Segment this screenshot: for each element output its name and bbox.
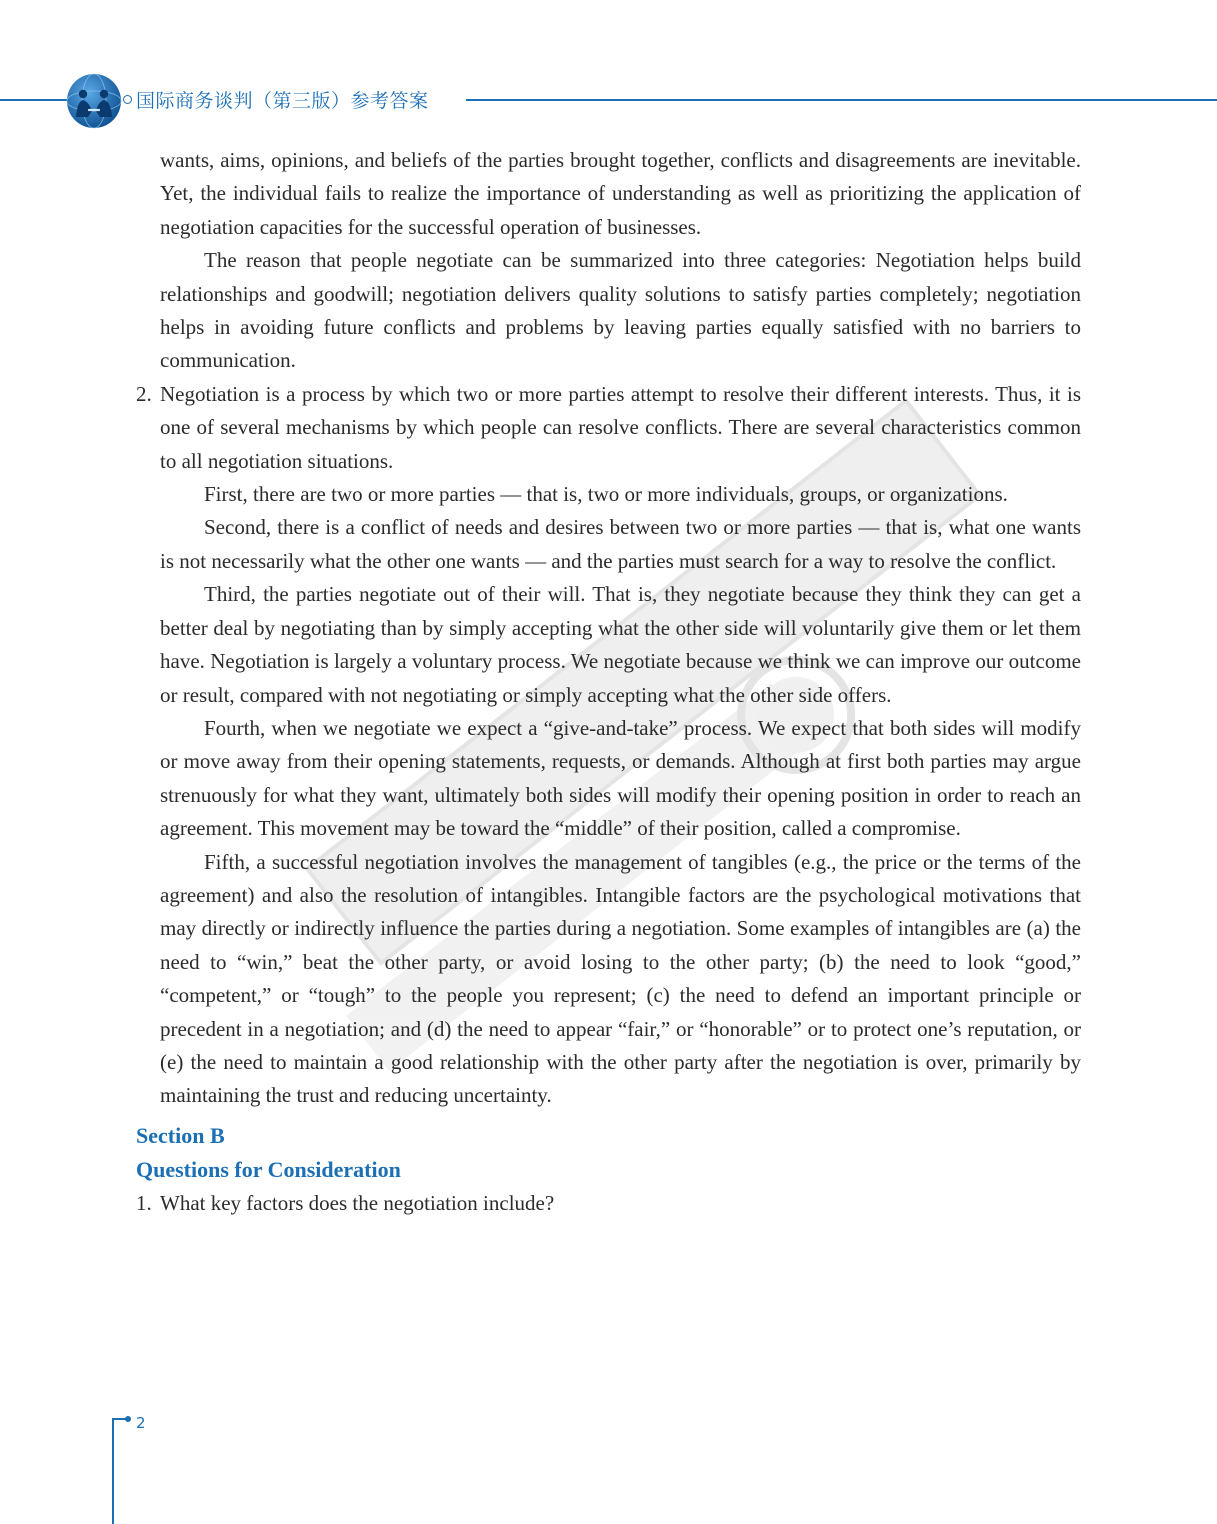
list-number: 2. — [136, 381, 152, 406]
footer-rule-horizontal — [112, 1418, 126, 1420]
paragraph-reasons: The reason that people negotiate can be summarized into three categories: Negotiation helps build relationships and goodwill; negotiation delivers quality solutions to satisfy parties completely; negotiation helps in avoiding future conflicts and problems by leaving parties equally satisfied with no barriers to communication. — [160, 248, 1081, 373]
header-rule-right — [466, 99, 1217, 101]
footer-rule-vertical — [112, 1418, 114, 1524]
paragraph-first: First, there are two or more parties — that is, two or more individuals, groups, or organizations. — [204, 482, 1008, 507]
paragraph-third: Third, the parties negotiate out of their will. That is, they negotiate because they think they can get a better deal by negotiating than by simply accepting what the other side will voluntarily give them or let them have. Negotiation is largely a voluntary process. We negotiate because we think we can improve our outcome or result, compared with not negotiating or simply accepting what the other side offers. — [160, 582, 1081, 707]
paragraph-negotiation-definition: Negotiation is a process by which two or more parties attempt to resolve their different interests. Thus, it is one of several mechanisms by which people can resolve conflicts. There are several characteristics common to all negotiation situations. — [160, 381, 1081, 473]
question-text: What key factors does the negotiation include? — [160, 1190, 555, 1215]
section-heading: Section B — [136, 1122, 225, 1148]
paragraph-fourth: Fourth, when we negotiate we expect a “give-and-take” process. We expect that both sides will modify or move away from their opening statements, requests, or demands. Although at first both parties may argue strenuously for what they want, ultimately both sides will modify their opening position in order to reach an agreement. This movement may be toward the “middle” of their position, called a compromise. — [160, 715, 1081, 841]
answer-list-item-2 — [136, 378, 1081, 478]
paragraph-continued: wants, aims, opinions, and beliefs of the parties brought together, conflicts and disagreements are inevitable. Yet, the individual fails to realize the importance of understanding as well as prioritizing the application of negotiation capacities for the successful operation of businesses. — [160, 148, 1081, 239]
page-number: 2 — [136, 1414, 146, 1432]
question-number: 1. — [136, 1190, 152, 1215]
paragraph-second: Second, there is a conflict of needs and desires between two or more parties — that is, what one wants is not necessarily what the other one wants — and the parties must search for a way to resolve the conflict. — [160, 515, 1081, 573]
footer-bullet-icon — [125, 1416, 131, 1422]
question-list-item-1 — [136, 1187, 1081, 1220]
paragraph-fifth: Fifth, a successful negotiation involves the management of tangibles (e.g., the price or the terms of the agreement) and also the resolution of intangibles. Intangible factors are the psychological motivations that may directly or indirectly influence the parties during a negotiation. Some examples of intangibles are (a) the need to “win,” beat the other party, or avoid losing to the other party; (b) the need to look “good,” “competent,” or “tough” to the people you represent; (c) the need to defend an important principle or precedent in a negotiation; and (d) the need to appear “fair,” or “honorable” or to protect one’s reputation, or (e) the need to maintain a good relationship with the other party after the negotiation is over, primarily by maintaining the trust and reducing uncertainty. — [160, 849, 1081, 1108]
subsection-heading: Questions for Consideration — [136, 1156, 401, 1182]
globe-handshake-logo-icon — [66, 73, 122, 129]
header-bullet-icon — [123, 95, 132, 104]
header-rule-left — [0, 99, 70, 101]
page-body — [136, 144, 1081, 1220]
page-header-title: 国际商务谈判（第三版）参考答案 — [136, 90, 429, 112]
